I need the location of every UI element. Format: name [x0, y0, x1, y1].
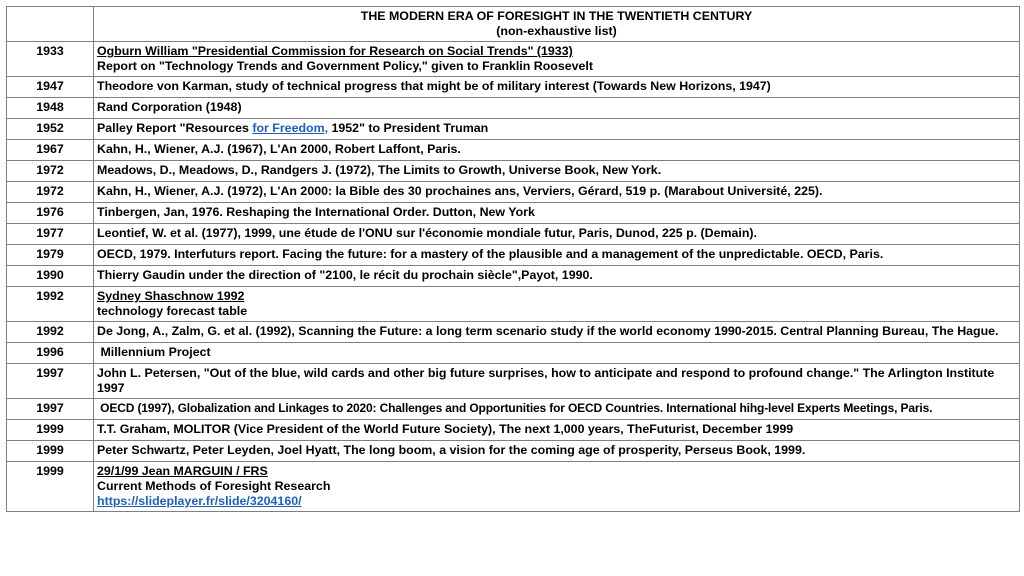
year-cell: 1990 [7, 266, 94, 287]
entry-link[interactable]: for Freedom, [252, 121, 329, 135]
table-title: THE MODERN ERA OF FORESIGHT IN THE TWENTIETH CENTURY [360, 9, 753, 23]
entry-title: Sydney Shaschnow 1992 [97, 289, 245, 303]
entry-cell [94, 462, 1020, 512]
table-row [7, 462, 1020, 512]
entry-title: Ogburn William "Presidential Commission for Research on Social Trends" (1933) [97, 44, 573, 58]
entry-cell: Theodore von Karman, study of technical progress that might be of military interest (Towards New Horizons, 1947) [94, 77, 1020, 98]
header-year-cell [7, 7, 94, 42]
table-row [7, 287, 1020, 322]
entry-text: Current Methods of Foresight Research [97, 479, 331, 493]
table-row [7, 42, 1020, 77]
entry-text: technology forecast table [97, 304, 248, 318]
table-row [7, 441, 1020, 462]
year-cell: 1977 [7, 224, 94, 245]
table-row [7, 77, 1020, 98]
year-cell: 1967 [7, 140, 94, 161]
table-row [7, 224, 1020, 245]
table-row [7, 119, 1020, 140]
year-cell: 1996 [7, 343, 94, 364]
entry-cell: Millennium Project [94, 343, 1020, 364]
table-row [7, 364, 1020, 399]
year-cell: 1972 [7, 182, 94, 203]
entry-cell [94, 42, 1020, 77]
table-row [7, 399, 1020, 420]
table-row [7, 420, 1020, 441]
year-cell: 1952 [7, 119, 94, 140]
year-cell: 1992 [7, 322, 94, 343]
table-subtitle: (non-exhaustive list) [496, 24, 617, 38]
entry-cell: Kahn, H., Wiener, A.J. (1972), L'An 2000: la Bible des 30 prochaines ans, Verviers, Gérard, 519 p. (Marabout Université, 225). [94, 182, 1020, 203]
entry-cell: Rand Corporation (1948) [94, 98, 1020, 119]
entry-text-post: 1952" to President Truman [328, 121, 489, 135]
entry-cell: OECD (1997), Globalization and Linkages to 2020: Challenges and Opportunities for OECD Countries. International hihg-level Experts Meetings, Paris. [94, 399, 1020, 420]
entry-cell: Meadows, D., Meadows, D., Randgers J. (1972), The Limits to Growth, Universe Book, New York. [94, 161, 1020, 182]
year-cell: 1992 [7, 287, 94, 322]
year-cell: 1948 [7, 98, 94, 119]
table-row [7, 343, 1020, 364]
year-cell: 1999 [7, 462, 94, 512]
table-row [7, 322, 1020, 343]
year-cell: 1997 [7, 364, 94, 399]
year-cell: 1999 [7, 441, 94, 462]
entry-cell [94, 119, 1020, 140]
year-cell: 1947 [7, 77, 94, 98]
table-row [7, 266, 1020, 287]
entry-cell: OECD, 1979. Interfuturs report. Facing the future: for a mastery of the plausible and a management of the unpredictable. OECD, Paris. [94, 245, 1020, 266]
entry-text-pre: Palley Report "Resources [97, 121, 253, 135]
table-header-row [7, 7, 1020, 42]
entry-cell: Kahn, H., Wiener, A.J. (1967), L'An 2000, Robert Laffont, Paris. [94, 140, 1020, 161]
entry-cell: Peter Schwartz, Peter Leyden, Joel Hyatt, The long boom, a vision for the coming age of prosperity, Perseus Book, 1999. [94, 441, 1020, 462]
entry-cell: John L. Petersen, "Out of the blue, wild cards and other big future surprises, how to anticipate and respond to profound change." The Arlington Institute 1997 [94, 364, 1020, 399]
slideplayer-link[interactable]: https://slideplayer.fr/slide/3204160/ [97, 494, 302, 508]
table-row [7, 203, 1020, 224]
table-row [7, 245, 1020, 266]
year-cell: 1999 [7, 420, 94, 441]
year-cell: 1976 [7, 203, 94, 224]
entry-title: 29/1/99 Jean MARGUIN / FRS [97, 464, 268, 478]
table-row [7, 140, 1020, 161]
entry-text: Report on "Technology Trends and Government Policy," given to Franklin Roosevelt [97, 59, 593, 73]
year-cell: 1997 [7, 399, 94, 420]
entry-cell [94, 287, 1020, 322]
table-row [7, 182, 1020, 203]
entry-cell: T.T. Graham, MOLITOR (Vice President of the World Future Society), The next 1,000 years, TheFuturist, December 1999 [94, 420, 1020, 441]
table-row [7, 161, 1020, 182]
year-cell: 1933 [7, 42, 94, 77]
entry-cell: De Jong, A., Zalm, G. et al. (1992), Scanning the Future: a long term scenario study if the world economy 1990-2015. Central Planning Bureau, The Hague. [94, 322, 1020, 343]
header-title-cell [94, 7, 1020, 42]
entry-cell: Tinbergen, Jan, 1976. Reshaping the International Order. Dutton, New York [94, 203, 1020, 224]
table-row [7, 98, 1020, 119]
entry-cell: Thierry Gaudin under the direction of "2100, le récit du prochain siècle",Payot, 1990. [94, 266, 1020, 287]
foresight-table [6, 6, 1020, 512]
year-cell: 1979 [7, 245, 94, 266]
year-cell: 1972 [7, 161, 94, 182]
entry-cell: Leontief, W. et al. (1977), 1999, une étude de l'ONU sur l'économie mondiale futur, Paris, Dunod, 225 p. (Demain). [94, 224, 1020, 245]
